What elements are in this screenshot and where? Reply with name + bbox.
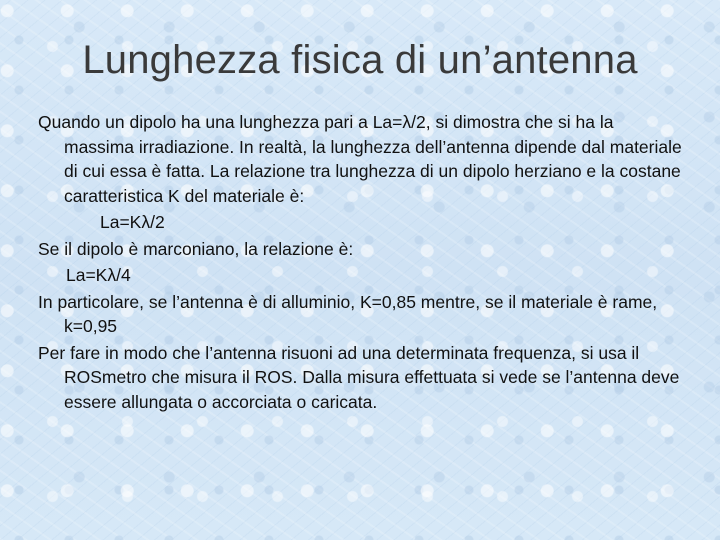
paragraph-half-wave-dipole: Quando un dipolo ha una lunghezza pari a La=λ/2, si dimostra che si ha la massima irradiazione. In realtà, la lunghezza dell’antenna dipende dal materiale di cui essa è fatta. La relazione tra lunghezza di un dipolo herziano e la costane caratteristica K del materiale è: [38,112,682,206]
slide-title: Lunghezza fisica di un’antenna [82,38,638,82]
paragraph-swr-meter: Per fare in modo che l’antenna risuoni ad una determinata frequenza, si usa il ROSmetro che misura il ROS. Dalla misura effettuata si vede se l’antenna deve essere allungata o accorciata o caricata. [38,342,680,412]
formula-marconi-dipole: La=Kλ/4 [66,265,131,285]
paragraph-material-constants: In particolare, se l’antenna è di alluminio, K=0,85 mentre, se il materiale è rame, k=0,95 [38,291,658,336]
formula-herzian-dipole: La=Kλ/2 [100,212,165,232]
paragraph-marconi-dipole: Se il dipolo è marconiano, la relazione è: [38,238,354,259]
slide-body [38,110,686,416]
